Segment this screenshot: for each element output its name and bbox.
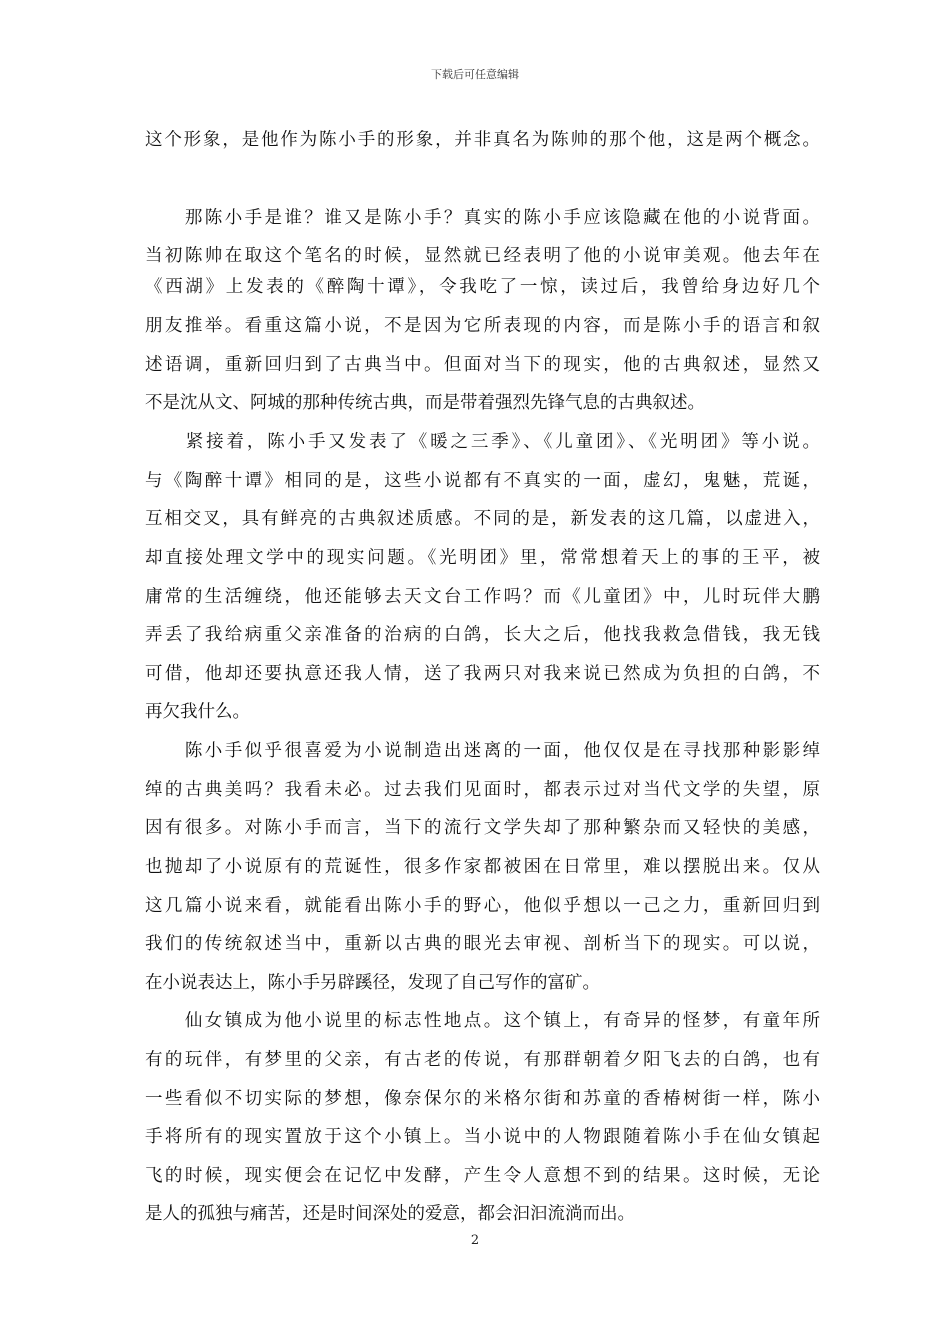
text-line-21: 我们的传统叙述当中，重新以古典的眼光去审视、剖析当下的现实。可以说， [145, 934, 820, 954]
text-line-18: 因有很多。对陈小手而言，当下的流行文学失却了那种繁杂而又轻快的美感， [145, 818, 820, 838]
page-header: 下载后可任意编辑 [431, 68, 519, 81]
text-line-28: 是人的孤独与痛苦，还是时间深处的爱意，都会汩汩流淌而出。 [145, 1204, 635, 1224]
text-line-11: 却直接处理文学中的现实问题。《光明团》里，常常想着天上的事的王平，被 [145, 548, 820, 568]
text-line-22: 在小说表达上，陈小手另辟蹊径，发现了自己写作的富矿。 [145, 973, 600, 993]
text-line-3: 当初陈帅在取这个笔名的时候，显然就已经表明了他的小说审美观。他去年在 [145, 246, 820, 266]
text-line-24: 有的玩伴，有梦里的父亲，有古老的传说，有那群朝着夕阳飞去的白鸽，也有 [145, 1050, 820, 1070]
text-line-14: 可借，他却还要执意还我人情，送了我两只对我来说已然成为负担的白鸽，不 [145, 664, 820, 684]
text-line-7: 不是沈从文、阿城的那种传统古典，而是带着强烈先锋气息的古典叙述。 [145, 393, 705, 413]
text-line-19: 也抛却了小说原有的荒诞性，很多作家都被困在日常里，难以摆脱出来。仅从 [145, 857, 820, 877]
text-line-26: 手将所有的现实置放于这个小镇上。当小说中的人物跟随着陈小手在仙女镇起 [145, 1127, 820, 1147]
text-line-2: 那陈小手是谁？谁又是陈小手？真实的陈小手应该隐藏在他的小说背面。 [145, 208, 820, 228]
text-line-27: 飞的时候，现实便会在记忆中发酵，产生令人意想不到的结果。这时候，无论 [145, 1166, 820, 1186]
page-number: 2 [470, 1233, 480, 1248]
text-line-5: 朋友推举。看重这篇小说，不是因为它所表现的内容，而是陈小手的语言和叙 [145, 316, 820, 336]
text-line-25: 一些看似不切实际的梦想，像奈保尔的米格尔街和苏童的香椿树街一样，陈小 [145, 1089, 820, 1109]
text-line-16: 陈小手似乎很喜爱为小说制造出迷离的一面，他仅仅是在寻找那种影影绰 [145, 741, 820, 761]
text-line-15: 再欠我什么。 [145, 702, 250, 722]
text-line-20: 这几篇小说来看，就能看出陈小手的野心，他似乎想以一己之力，重新回归到 [145, 896, 820, 916]
text-line-12: 庸常的生活缠绕，他还能够去天文台工作吗？而《儿童团》中，儿时玩伴大鹏 [145, 587, 820, 607]
text-line-13: 弄丢了我给病重父亲准备的治病的白鸽，长大之后，他找我救急借钱，我无钱 [145, 625, 820, 645]
text-line-10: 互相交叉，具有鲜亮的古典叙述质感。不同的是，新发表的这几篇，以虚进入， [145, 509, 820, 529]
text-line-4: 《西湖》上发表的《醉陶十谭》，令我吃了一惊，读过后，我曾给身边好几个 [145, 277, 820, 297]
text-line-1: 这个形象，是他作为陈小手的形象，并非真名为陈帅的那个他，这是两个概念。 [145, 130, 820, 150]
text-line-23: 仙女镇成为他小说里的标志性地点。这个镇上，有奇异的怪梦，有童年所 [145, 1011, 820, 1031]
text-line-6: 述语调，重新回归到了古典当中。但面对当下的现实，他的古典叙述，显然又 [145, 355, 820, 375]
text-line-17: 绰的古典美吗？我看未必。过去我们见面时，都表示过对当代文学的失望，原 [145, 780, 820, 800]
text-line-8: 紧接着，陈小手又发表了《暖之三季》、《儿童团》、《光明团》等小说。 [145, 432, 820, 452]
text-line-9: 与《陶醉十谭》相同的是，这些小说都有不真实的一面，虚幻，鬼魅，荒诞， [145, 471, 820, 491]
